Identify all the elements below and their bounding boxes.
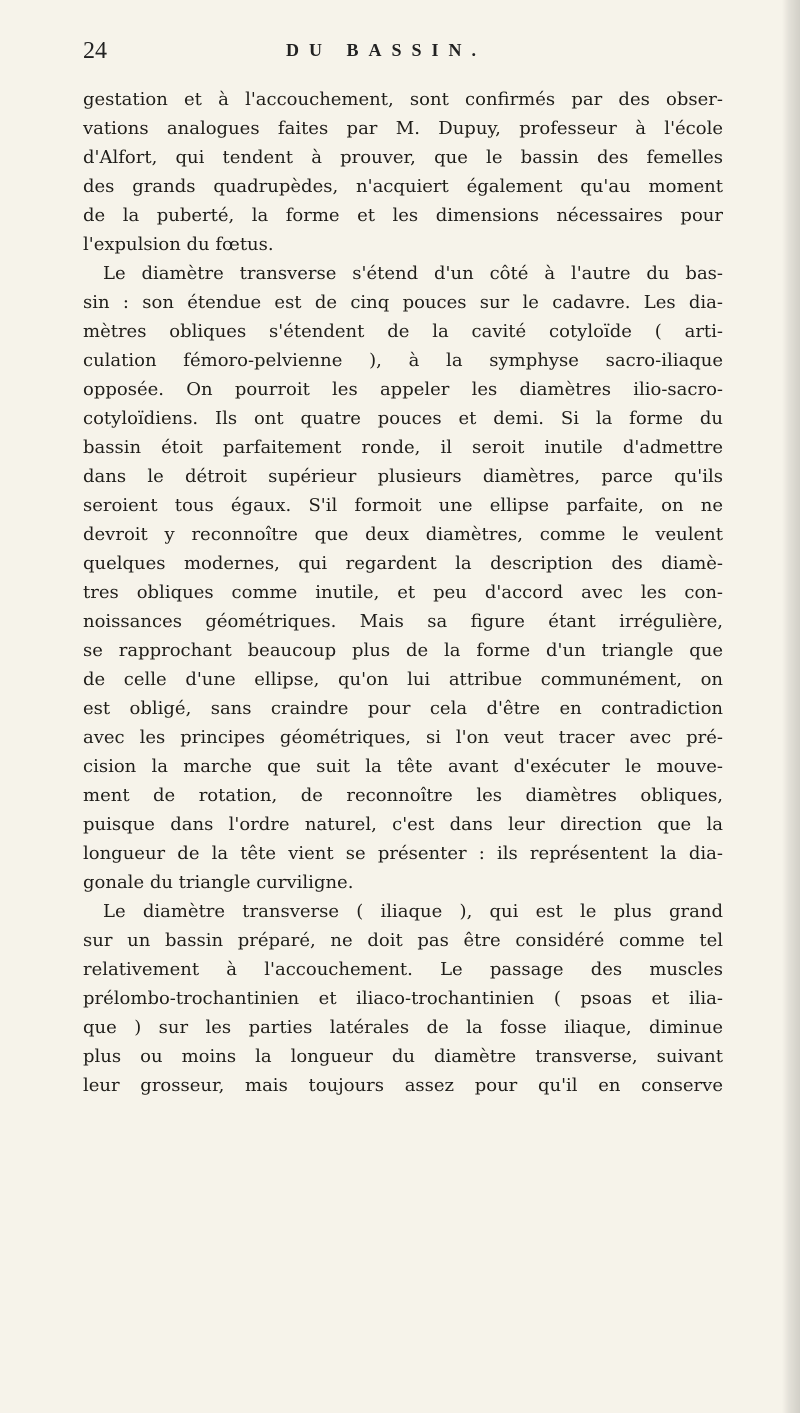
text-line: gestation et à l'accouchement, sont confirmés par des obser- <box>83 89 723 110</box>
text-line: se rapprochant beaucoup plus de la forme d'un triangle que <box>83 640 723 661</box>
text-line: est obligé, sans craindre pour cela d'être en contradiction <box>83 698 723 719</box>
text-line: cision la marche que suit la tête avant d'exécuter le mouve- <box>83 756 723 777</box>
text-line: que ) sur les parties latérales de la fosse iliaque, diminue <box>83 1017 723 1038</box>
running-head: DU BASSIN. <box>286 40 487 60</box>
text-line: tres obliques comme inutile, et peu d'accord avec les con- <box>83 582 723 603</box>
text-line: cotyloïdiens. Ils ont quatre pouces et demi. Si la forme du <box>83 408 723 429</box>
body-text <box>83 85 723 1385</box>
text-line: leur grosseur, mais toujours assez pour qu'il en conserve <box>83 1075 723 1096</box>
text-line: de celle d'une ellipse, qu'on lui attribue communément, on <box>83 669 723 690</box>
text-line: des grands quadrupèdes, n'acquiert également qu'au moment <box>83 176 723 197</box>
text-line: sur un bassin préparé, ne doit pas être considéré comme tel <box>83 930 723 951</box>
text-line: seroient tous égaux. S'il formoit une ellipse parfaite, on ne <box>83 495 723 516</box>
text-line: ment de rotation, de reconnoître les diamètres obliques, <box>83 785 723 806</box>
text-line: opposée. On pourroit les appeler les diamètres ilio-sacro- <box>83 379 723 400</box>
text-line: Le diamètre transverse s'étend d'un côté à l'autre du bas- <box>103 263 723 284</box>
text-line: quelques modernes, qui regardent la description des diamè- <box>83 553 723 574</box>
text-line: l'expulsion du fœtus. <box>83 234 274 255</box>
page-number: 24 <box>83 38 107 64</box>
text-line: relativement à l'accouchement. Le passage des muscles <box>83 959 723 980</box>
text-line: de la puberté, la forme et les dimensions nécessaires pour <box>83 205 723 226</box>
text-line: noissances géométriques. Mais sa figure étant irrégulière, <box>83 611 723 632</box>
text-line: prélombo-trochantinien et iliaco-trochantinien ( psoas et ilia- <box>83 988 723 1009</box>
text-line: culation fémoro-pelvienne ), à la symphyse sacro-iliaque <box>83 350 723 371</box>
text-line: plus ou moins la longueur du diamètre transverse, suivant <box>83 1046 723 1067</box>
text-line: devroit y reconnoître que deux diamètres, comme le veulent <box>83 524 723 545</box>
text-line: bassin étoit parfaitement ronde, il seroit inutile d'admettre <box>83 437 723 458</box>
page-edge-shadow <box>782 0 800 1413</box>
page-header <box>83 38 723 78</box>
text-line: Le diamètre transverse ( iliaque ), qui est le plus grand <box>103 901 723 922</box>
text-line: gonale du triangle curviligne. <box>83 872 354 893</box>
text-line: vations analogues faites par M. Dupuy, professeur à l'école <box>83 118 723 139</box>
text-line: d'Alfort, qui tendent à prouver, que le bassin des femelles <box>83 147 723 168</box>
text-line: puisque dans l'ordre naturel, c'est dans leur direction que la <box>83 814 723 835</box>
text-line: sin : son étendue est de cinq pouces sur le cadavre. Les dia- <box>83 292 723 313</box>
text-line: avec les principes géométriques, si l'on veut tracer avec pré- <box>83 727 723 748</box>
text-line: longueur de la tête vient se présenter : ils représentent la dia- <box>83 843 723 864</box>
text-line: mètres obliques s'étendent de la cavité cotyloïde ( arti- <box>83 321 723 342</box>
text-line: dans le détroit supérieur plusieurs diamètres, parce qu'ils <box>83 466 723 487</box>
